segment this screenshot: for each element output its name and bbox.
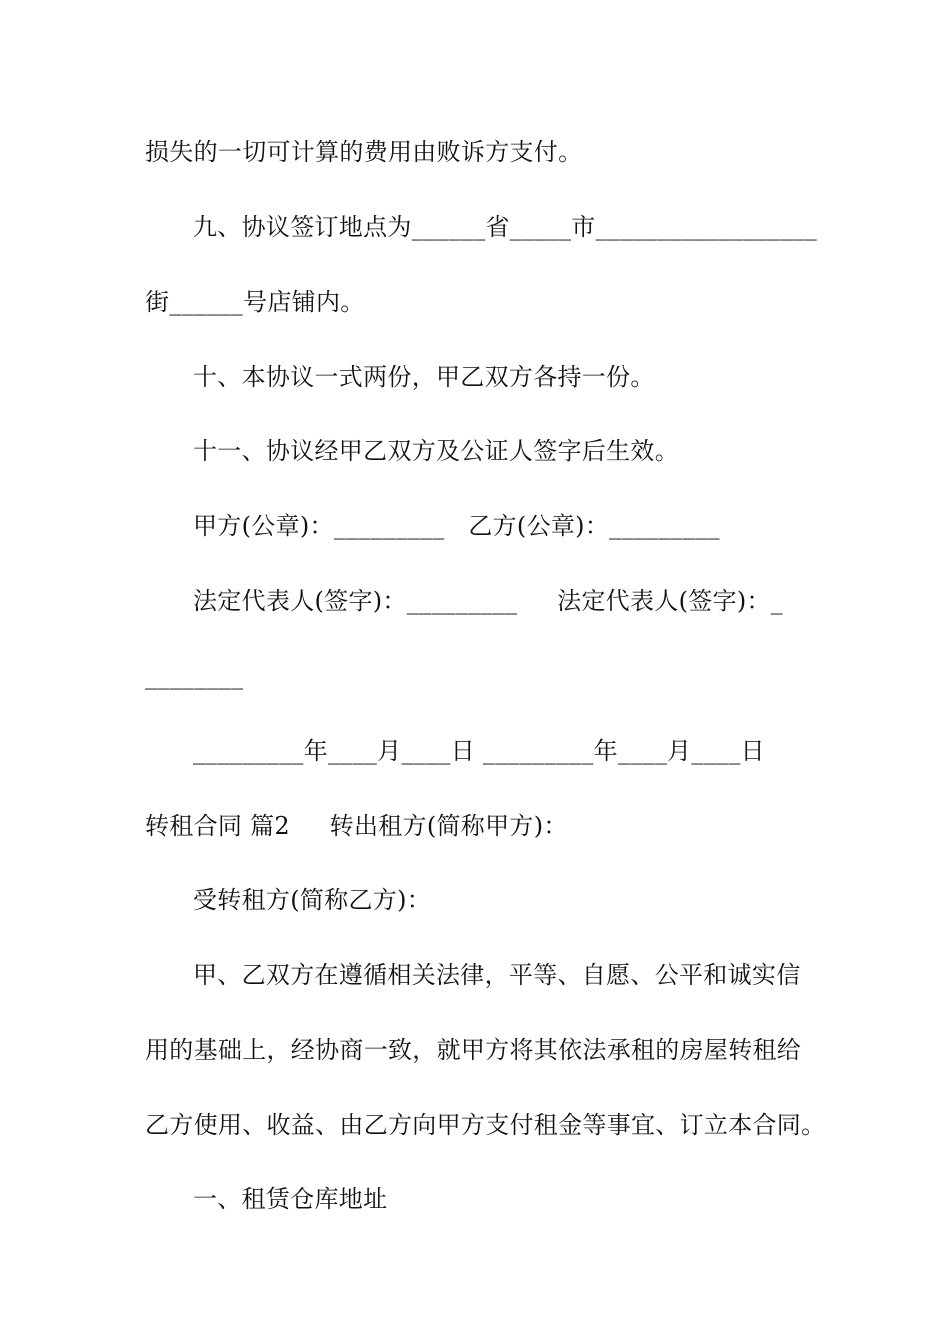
text-line-legal-reps: 法定代表人(签字)：_________ 法定代表人(签字)：_: [193, 587, 784, 615]
text-line-dates: _________年____月____日 _________年____月____日: [193, 737, 765, 765]
text-line-clause-11: 十一、协议经甲乙双方及公证人签字后生效。: [193, 437, 679, 465]
text-line-section-1-heading: 一、租赁仓库地址: [193, 1185, 388, 1213]
text-line-preamble-3: 乙方使用、收益、由乙方向甲方支付租金等事宜、订立本合同。: [145, 1111, 826, 1139]
text-line-clause-10: 十、本协议一式两份，甲乙双方各持一份。: [193, 363, 655, 391]
text-line-preamble-1: 甲、乙双方在遵循相关法律，平等、自愿、公平和诚实信: [193, 961, 801, 989]
text-line-clause-9: 九、协议签订地点为______省_____市__________________: [193, 213, 817, 241]
text-line-clause-9-cont: 街______号店铺内。: [145, 288, 365, 316]
text-line-party-b: 受转租方(简称乙方)：: [193, 886, 432, 914]
text-line-loss-costs: 损失的一切可计算的费用由败诉方支付。: [145, 138, 583, 166]
text-line-seals: 甲方(公章)：_________ 乙方(公章)：_________: [193, 512, 720, 540]
text-line-legal-reps-cont: ________: [145, 662, 244, 690]
text-line-contract-2-title: 转租合同 篇2 转出租方(简称甲方)：: [145, 812, 568, 840]
text-line-preamble-2: 用的基础上，经协商一致，就甲方将其依法承租的房屋转租给: [145, 1036, 802, 1064]
